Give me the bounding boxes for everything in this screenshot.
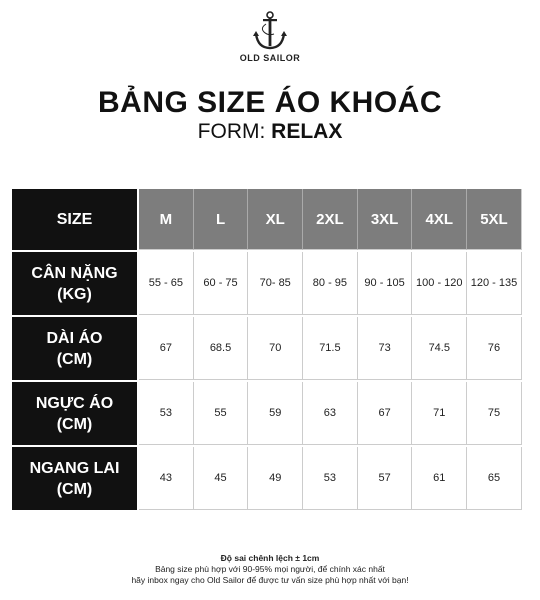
table-cell: 70- 85 xyxy=(248,252,303,315)
size-header: 3XL xyxy=(358,189,413,250)
anchor-icon xyxy=(252,10,288,52)
header-row xyxy=(12,189,528,250)
row-label: CÂN NẶNG (KG) xyxy=(12,252,137,315)
table-cell: 68.5 xyxy=(194,317,249,380)
table-cell: 73 xyxy=(358,317,413,380)
row-label: NGỰC ÁO (CM) xyxy=(12,382,137,445)
table-cell: 100 - 120 xyxy=(412,252,467,315)
table-cell: 76 xyxy=(467,317,522,380)
size-header: 4XL xyxy=(412,189,467,250)
fit-note: Bảng size phù hợp với 90-95% mọi người, để chính xác nhất xyxy=(155,564,385,574)
size-header: L xyxy=(194,189,249,250)
table-cell: 55 - 65 xyxy=(139,252,194,315)
table-cell: 59 xyxy=(248,382,303,445)
table-cell: 71.5 xyxy=(303,317,358,380)
table-cell: 90 - 105 xyxy=(358,252,413,315)
table-cell: 120 - 135 xyxy=(467,252,522,315)
size-header: M xyxy=(139,189,194,250)
table-cell: 70 xyxy=(248,317,303,380)
header-label: SIZE xyxy=(12,189,137,250)
form-label: FORM: xyxy=(197,120,272,143)
contact-note: hãy inbox ngay cho Old Sailor để được tư vấn size phù hợp nhất với bạn! xyxy=(131,575,409,585)
table-cell: 61 xyxy=(412,447,467,510)
table-cell: 63 xyxy=(303,382,358,445)
table-cell: 53 xyxy=(303,447,358,510)
table-cell: 49 xyxy=(248,447,303,510)
row-label: DÀI ÁO (CM) xyxy=(12,317,137,380)
table-cell: 45 xyxy=(194,447,249,510)
table-row xyxy=(12,252,528,315)
table-cell: 65 xyxy=(467,447,522,510)
table-row xyxy=(12,382,528,445)
row-label: NGANG LAI (CM) xyxy=(12,447,137,510)
form-subtitle xyxy=(0,120,540,144)
brand-name: OLD SAILOR xyxy=(239,53,301,63)
page-title: BẢNG SIZE ÁO KHOÁC xyxy=(97,86,442,119)
table-cell: 75 xyxy=(467,382,522,445)
table-cell: 71 xyxy=(412,382,467,445)
table-cell: 74.5 xyxy=(412,317,467,380)
table-cell: 55 xyxy=(194,382,249,445)
size-header: 5XL xyxy=(467,189,522,250)
form-value: RELAX xyxy=(271,120,343,143)
table-cell: 67 xyxy=(358,382,413,445)
table-cell: 67 xyxy=(139,317,194,380)
tolerance-note: Độ sai chênh lệch ± 1cm xyxy=(220,553,320,563)
table-cell: 57 xyxy=(358,447,413,510)
table-cell: 60 - 75 xyxy=(194,252,249,315)
footer-note xyxy=(0,553,540,586)
size-table xyxy=(12,189,528,510)
table-cell: 43 xyxy=(139,447,194,510)
table-row xyxy=(12,447,528,510)
size-header: XL xyxy=(248,189,303,250)
size-header: 2XL xyxy=(303,189,358,250)
brand-logo xyxy=(0,10,540,63)
table-cell: 80 - 95 xyxy=(303,252,358,315)
table-row xyxy=(12,317,528,380)
table-cell: 53 xyxy=(139,382,194,445)
